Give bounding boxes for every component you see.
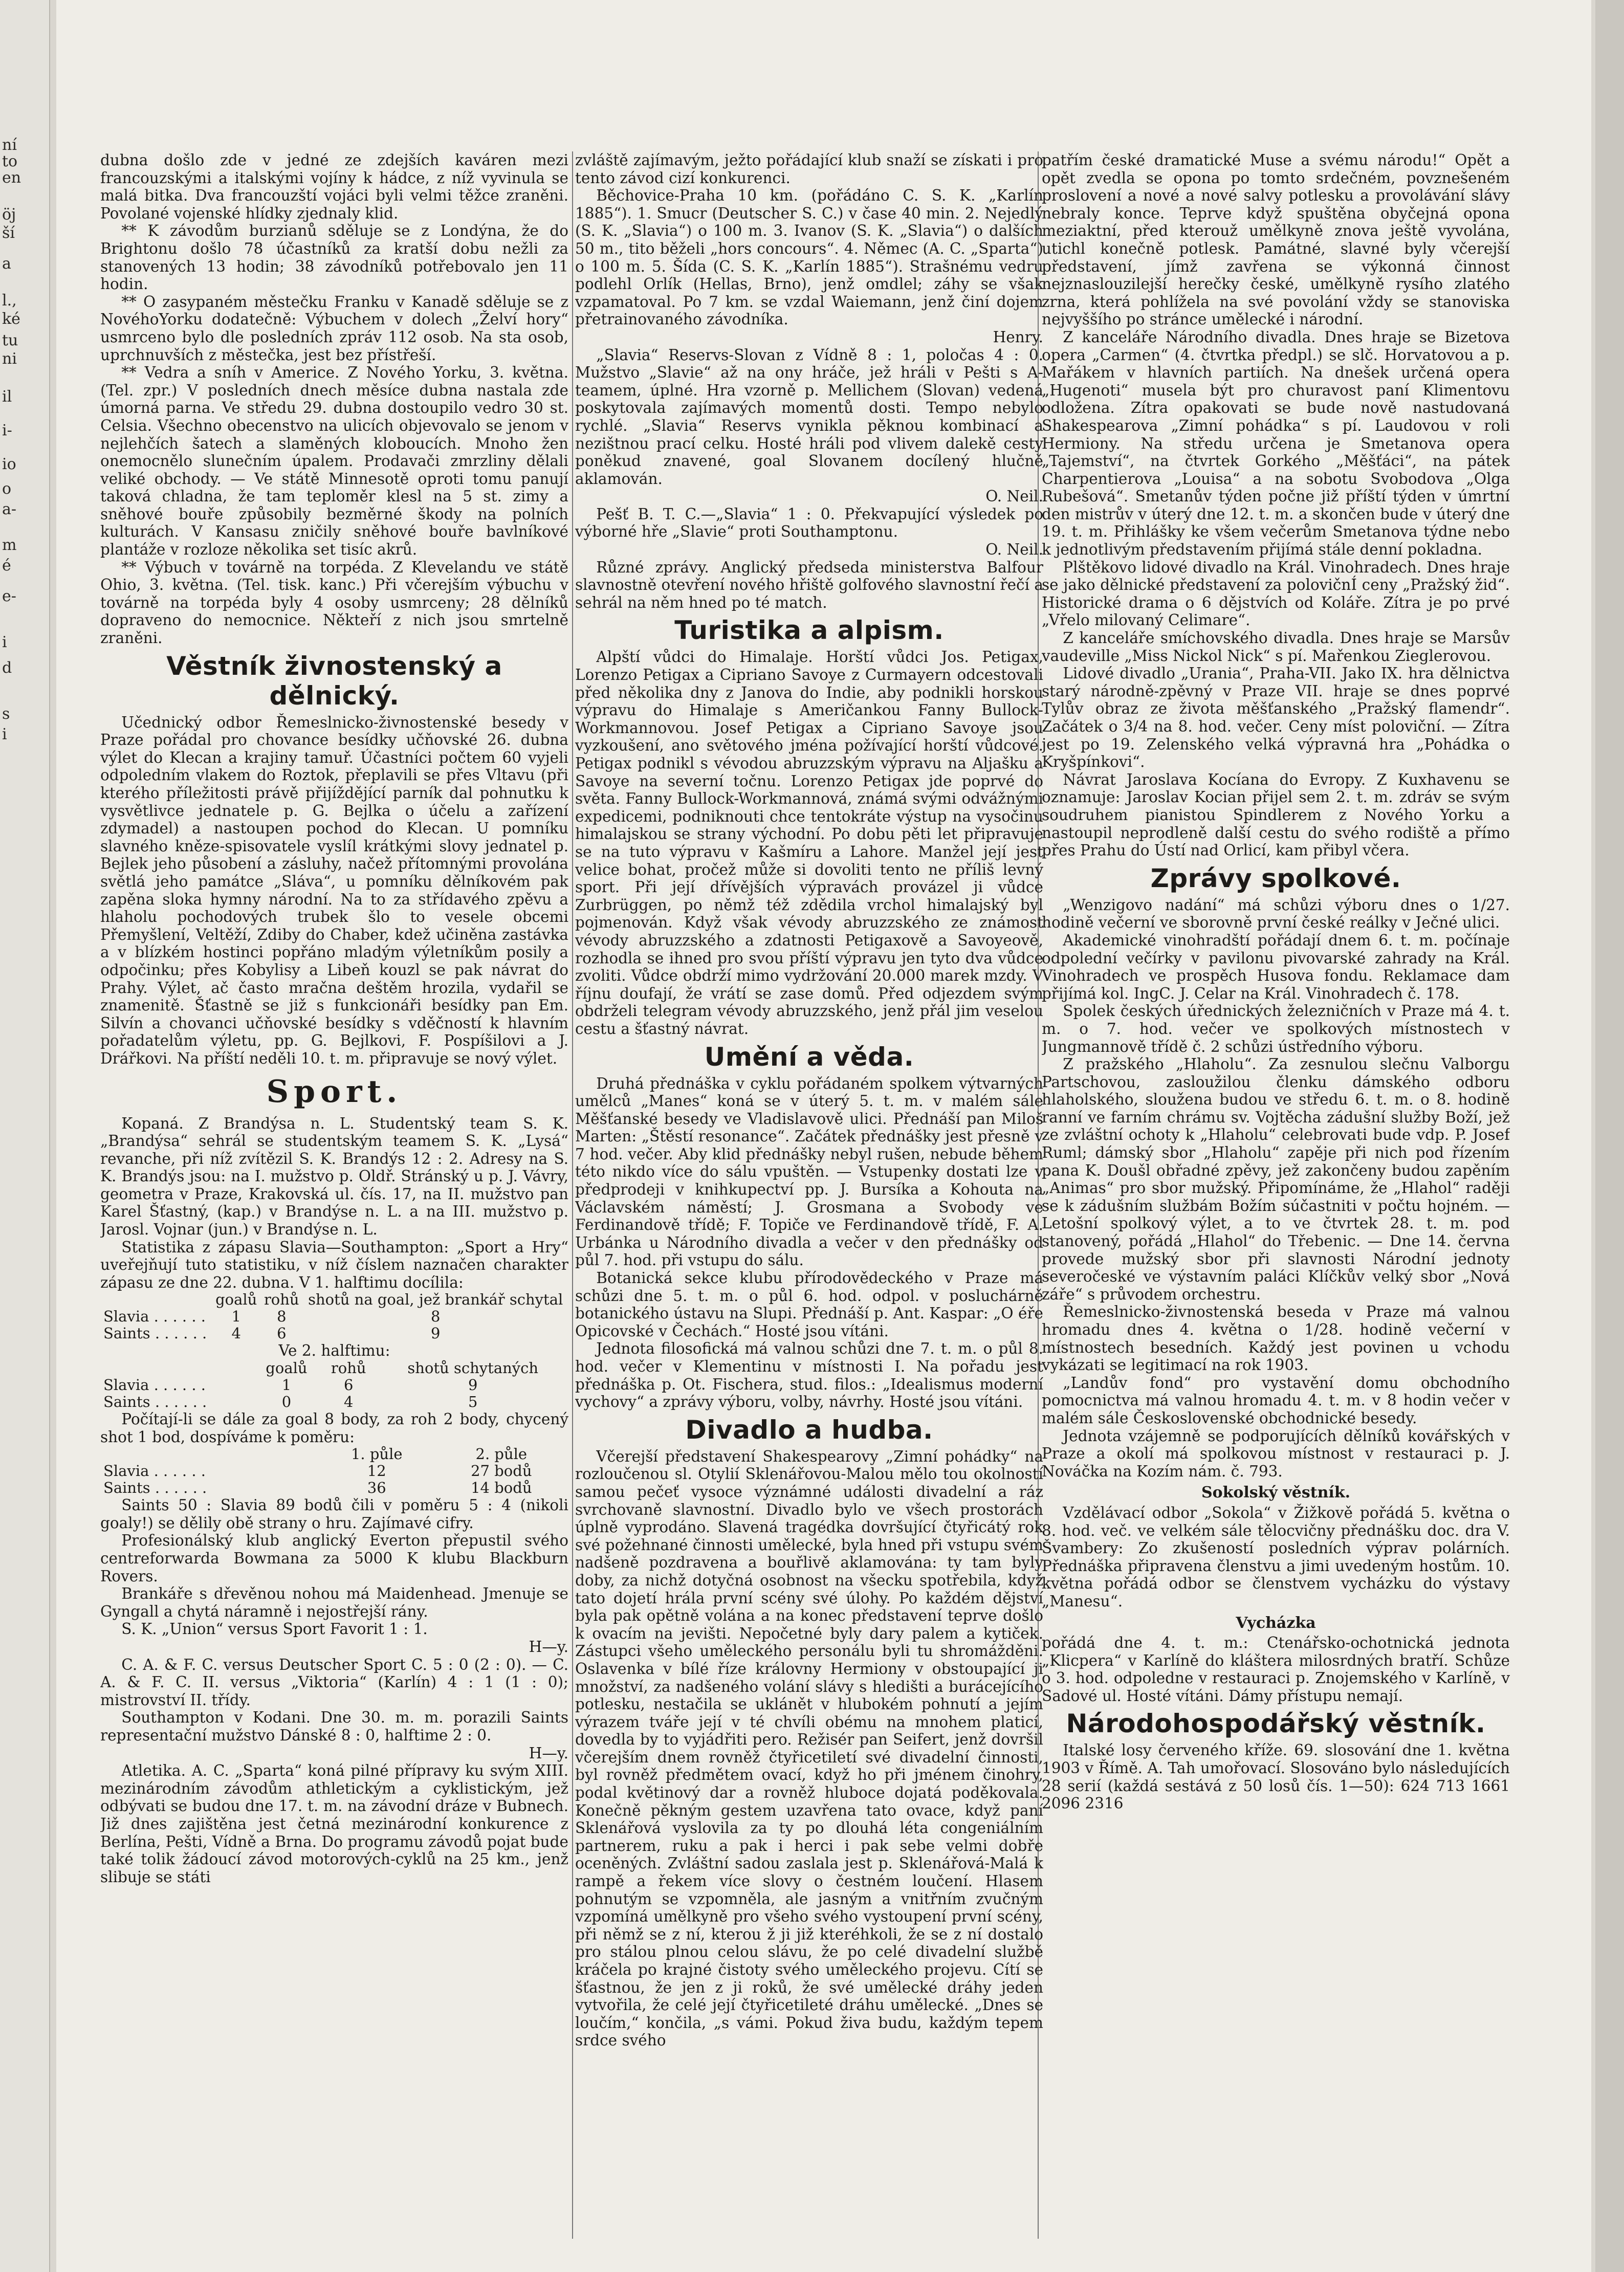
- section-heading-divadlo: Divadlo a hudba.: [685, 1415, 933, 1445]
- column-2: [575, 151, 1043, 2254]
- article-points-result: Saints 50 : Slavia 89 bodů čili v poměru 5 : 4 (nikoli goaly!) se dělily obě strany o hru. Zajímavé cifry.: [100, 1496, 568, 1532]
- margin-fragment: i: [2, 633, 7, 651]
- news-item-weather-america: ** Vedra a sníh v Americe. Z Nového Yorku, 3. května. (Tel. zpr.) V posledních dnech měsíce dubna nastala zde úmorná parna. Ve středu 29. dubna dostoupilo vedro 30 st. Celsia. Všechno obecenstvo na ulicích objevovalo se jenom v nejlehčích šatech a slaměných kloboucích. Mnoho žen onemocnělo slunečním úpalem. Prodavači zmrzliny dělali veliké obchody. — Ve státě Minnesotě oproti tomu panují taková chladna, že tam teploměr klesl na 5 st. zimy a sněhové bouře způsobily bezměrné škody na polních kulturách. V Kansasu zničily sněhové bouře bavlníkové plantáže v rozloze několika set tisíc akrů.: [100, 364, 568, 559]
- article-smichov-theatre: Z kanceláře smíchovského divadla. Dnes hraje se Marsův vaudeville „Miss Nickol Nick“ s pí. Mařenkou Zieglerovou.: [1042, 629, 1510, 665]
- article-athletics-sparta: Atletika. A. C. „Sparta“ koná pilné přípravy ku svým XIII. mezinárodním závodům athletickým a cyklistickým, jež odbývati se budou dne 17. t. m. na závodní dráze v Bubnech. Již dnes zajištěna jest četná mezinárodní konkurence z Berlína, Pešti, Vídně a Brna. Do programu závodů pojat bude také tolik žádoucí závod motorových-cyklů na 25 km., jenž slibuje se státi: [100, 1762, 568, 1886]
- margin-fragment: a: [2, 255, 11, 273]
- article-theatre-farewell: Včerejší představení Shakespearovy „Zimní pohádky“ na rozloučenou sl. Otylií Sklenářovou-Malou mělo tou okolností samou pečeť vysoce význámné události divadelní a ráz svrchovaně slavnostní. Divadlo bylo ve všech prostorách úplně vyprodáno. Slavená tragédka dovršující čtyřicátý rok své požehnané činnosti umělecké, byla hned při vstupu svém nadšeně pozdravena a bouřlivě aklamována: ty tam byly doby, za nichž dotyčná osobnost na všecku spotřebila, když tato dojetí hrála první scény své úlohy. Po každém dějství byla pak opětně volána a na konec představení teprve došlo k ovacím na jevišti. Nepočetné byly dary palem a kytiček. Zástupci všeho uměleckého personálu byli tu shromážděni. Oslavenka v bílé říze královny Hermiony v obstoupající ji množství, za nadšeného volání slávy s hledišti a burácejícího potlesku, nestačila se uklánět v hlubokém pohnutí a jejím výrazem tváře její v té chvíli obému na mnohem platicí, dovedla by to vyjádřiti pero. Režisér pan Seifert, jenž dovršil včerejším dnem rovněž čtyřicetiletí své divadelní činnosti, byl rovněž předmětem ovací, když ho při jménem činohry, podal květinový dar a rovněž hluboce dojatá poděkovala. Konečně pěkným gestem uzavřena tato ovace, když paní Sklenářová vyslovila za ty po dlouhá léta congeniálním partnerem, ruku a pak i herci i pak sebe velmi dobře oceněných. Zvláštní sadou zaslala jest p. Sklenářová-Malá k rampě a řekem více slovy o čestném loučení. Hlasem pohnutým se vzpomněla, ale jasným a vnitřním zvučným vzpomíná umělkyně pro všeho svého vystoupení první scény, při němž se z ní, kterou ž ji již kteréhkoli, že se z ní dostalo pro stálou plnou celou slávu, že po celé divadelní službě kráčela po krajné čistoty svého uměleckého projevu. Cítí se šťastnou, že jen z ji roků, že své umělecké dráhy jeden vytvořila, že celé její čtyřicetileté dráhu umělecké. „Dnes se loučím,“ končila, „s vámi. Pokud živa budu, každým tepem srdce svého: [575, 1447, 1043, 2049]
- table-cell: Saints . . . . . .: [103, 1325, 207, 1342]
- column-1: [100, 151, 568, 2254]
- table-header: goalů: [215, 1291, 257, 1309]
- article-railway-officials: Spolek českých úřednických železničních v Praze má 4. t. m. o 7. hod. večer ve spolkových místnostech v Jungmannově třídě č. 2 schůzi ústředního výboru.: [1042, 1002, 1510, 1055]
- article-vinohrady-academics: Akademické vinohradští pořádají dnem 6. t. m. počínaje odpolední večírky v pavilonu pivovarské zahrady na Král. Vinohradech ve prospěch Husova fondu. Reklamace dam přijímá kol. IngC. J. Celar na Král. Vinohradech č. 178.: [1042, 931, 1510, 1002]
- signature: H—y.: [529, 1744, 568, 1762]
- margin-fragment: tu: [2, 332, 18, 349]
- table-cell: Slavia . . . . . .: [103, 1308, 206, 1326]
- table-header: 2. půle: [475, 1445, 528, 1463]
- article-union-favorit: S. K. „Union“ versus Sport Favorit 1 : 1.: [121, 1620, 428, 1638]
- article-various-news: Různé zprávy. Anglický předseda ministerstva Balfour slavnostně otevření nového hřiště golfového slavnostní řečí a sehrál na něm hned po té match.: [575, 558, 1043, 611]
- margin-fragment: io: [2, 455, 16, 473]
- table-cell: 14 bodů: [471, 1479, 532, 1497]
- article-alpine-guides: Alpští vůdci do Himalaje. Horští vůdci Jos. Petigax, Lorenzo Petigax a Cipriano Savoye z Curmayern odcestovali před několika dny z Janova do Indie, aby podnikli horskou výpravu do Himalaje s Američankou Fanny Bullock-Workmannovou. Josef Petigax a Cipriano Savoye jsou vyzkoušení, ano světového jména požívající horští vůdcové. Petigax podnikl s vévodou abruzzským výpravu na Aljašku a Savoye na severní točnu. Lorenzo Petigax jde poprvé do světa. Fanny Bullock-Workmannová, známá svými odvážnými expedicemi, podniknouti chce tentokráte výstup na vysočinu himalajskou se strany východní. Po dobu pěti let připravuje se na tuto výpravu v Kašmíru a Lahore. Manžel její jest velice bohat, pročež může si dovoliti tento ne příliš levný sport. Při její dřívějších výpravách provázel ji vůdce Zurbrüggen, po němž též zdědila vrchol himalajský byl pojmenován. Když však vévody abruzzského ze známost vévody abruzzského a zdatnosti Petigaxově a Savoyeově, rozhodla se ihned pro svou příští výpravu jen tyto dva vůdce zvoliti. Vůdce obdrží mimo vydržování 20.000 marek mzdy. V říjnu doufají, že vrátí se zase domů. Před odjezdem svým obdrželi telegram vévody abruzzského, jenž přál jim veselou cestu a šťastný návrat.: [575, 648, 1043, 1038]
- margin-fragment: il: [2, 388, 12, 406]
- table-row: [100, 1377, 568, 1394]
- table-title: Ve 2. halftimu:: [278, 1342, 390, 1360]
- previous-page-margin: [0, 0, 50, 2272]
- table-cell: 5: [468, 1393, 478, 1411]
- section-heading-vychazka: Vycházka: [1236, 1614, 1316, 1632]
- article-southampton-copenhagen: Southampton v Kodani. Dne 30. m. m. porazili Saints representační mužstvo Dánské 8 : 0, halftime 2 : 0.: [100, 1709, 568, 1744]
- section-heading-turistika: Turistika a alpism.: [674, 615, 944, 646]
- table-cell: 8: [277, 1308, 287, 1326]
- table-header: goalů: [266, 1359, 308, 1377]
- news-paragraph: patřím české dramatické Muse a svému národu!“ Opět a opět zvedla se opona po tomto srdečném, povznešeném proslovení a nové a nové salvy potlesku a provolávání slávy nebraly konce. Teprve když spuštěna obyčejná opona meziaktní, před kterouž umělkyně znova ještě vyvolána, utichl konečně potlesk. Památné, slavné byly včerejší představení, jímž zavřena se výkonná činnost nejznaslouzilejší herečky české, umělkyně rysího zlatého zrna, která pohlížela na své povolání vždy se stanoviska nejvyššího po stránce umělecké i národní.: [1042, 151, 1510, 328]
- article-philosophical-union: Jednota filosofická má valnou schůzi dne 7. t. m. o půl 8. hod. večer v Klementinu v místnosti I. Na pořadu jest přednáška p. Ot. Fischera, stud. filos.: „Idealismus moderní vychovy“ a zprávy výboru, volby, návrhy. Hosté jsou vítáni.: [575, 1340, 1043, 1411]
- column-3: [1042, 151, 1510, 2254]
- table-header: [100, 1360, 253, 1377]
- news-paragraph: zvláště zajímavým, ježto pořádající klub snaží se získati i pro tento závod cizí konkurenci.: [575, 151, 1043, 187]
- margin-fragment: a-: [2, 500, 17, 518]
- article-pest-slavia: Pešť B. T. C.—„Slavia“ 1 : 0. Překvapující výsledek po výborné hře „Slavie“ proti Southamptonu.: [575, 505, 1043, 541]
- table-cell: Slavia . . . . . .: [103, 1376, 206, 1394]
- article-match-statistics: Statistika z zápasu Slavia—Southampton: „Sport a Hry“ uveřejňují tuto statistiku, v níž číslem naznačen charakter zápasu ze dne 22. dubna. V 1. halftimu docílila:: [100, 1238, 568, 1291]
- points-table: [100, 1446, 568, 1496]
- signature: O. Neil.: [985, 541, 1043, 559]
- article-maidenhead-goalkeeper: Brankáře s dřevěnou nohou má Maidenhead. Jmenuje se Gyngall a chytá náramně i nejostřejší rány.: [100, 1585, 568, 1620]
- article-apprentice-trip: Učednický odbor Řemeslnicko-živnostenské besedy v Praze pořádal pro chovance besídky učňovské 26. dubna výlet do Klecan a krajiny tamuř. Účastníci počtem 60 vyjeli odpoledním vlakem do Roztok, přeplavili se přes Vltavu (při kterého příležitosti právě přijíždějící parník dal pohnutku k vysvětlivce jednatele p. G. Bejlka o účelu a zařízení zdymadel) a nastoupen pochod do Klecan. U pomníku slavného kněze-spisovatele vyslíl krátkými slovy jednatel p. Bejlek jeho působení a zásluhy, načež přítomnými provolána světlá jeho památce „Sláva“, u pomníku dělníkovém pak zapěna sloka hymny národní. Na to za střídavého zpěvu a hlaholu pochodových trubek šlo to vesele obcemi Přemyšlení, Veltěží, Zdiby do Chaber, kdež učiněna zastávka a v blízkém hostinci popřáno mladým výletníkům posily a odpočinku; přes Kobylisy a Libeň kouzl se pak návrat do Prahy. Výlet, ač často mračna deštěm hrozila, vydařil se znamenitě. Šťastně se již s funkcionáři besídky pan Em. Silvín a chovanci učňovské besídky s vděčností k hlavním pořadatelům výletu, pp. G. Bejlkovi, F. Pospíšilovi a J. Drářkovi. Na příští neděli 10. t. m. připravuje se nový výlet.: [100, 713, 568, 1067]
- table-cell: 9: [430, 1325, 441, 1342]
- table-cell: 6: [344, 1376, 354, 1394]
- margin-fragment: l.,: [2, 292, 17, 310]
- table-cell: 9: [468, 1376, 478, 1394]
- margin-fragment: s: [2, 705, 10, 723]
- margin-fragment: m: [2, 536, 17, 554]
- table-row: [100, 1308, 568, 1325]
- section-heading-sokol: Sokolský věstník.: [1201, 1484, 1351, 1502]
- article-urania-theatre: Lidové divadlo „Urania“, Praha-VII. Jako IX. hra dělnictva starý národně-zpěvný v Praze VII. hraje se dnes poprvé Tylův obraz ze života měšťanského „Pražský flamendr“. Začátek o 3/4 na 8. hod. večer. Ceny míst poloviční. — Zítra jest po 19. Zelenského velká výpravná hra „Pohádka o Kryšpínkovi“.: [1042, 665, 1510, 771]
- table-cell: 1: [281, 1376, 292, 1394]
- article-slavia-slovan: „Slavia“ Reservs-Slovan z Vídně 8 : 1, poločas 4 : 0. Mužstvo „Slavie“ až na ony hráče, jež hráli v Pešti s A-teamem, úplné. Hra vzorně p. Mellichem (Slovan) vedená poskytovala zajímavých momentů dosti. Tempo nebylo rychlé. „Slavia“ Reservs vynikla pěknou kombinací a nezištnou prací celku. Hosté hráli pod vlivem dalekě cesty poněkud znavené, goal Slovanem docílený hlučně aklamován.: [575, 346, 1043, 488]
- news-paragraph: dubna došlo zde v jedné ze zdejších kaváren mezi francouzskými a italskými vojíny k hádce, z níž vyvinula se malá bitka. Dva francouzští vojáci byli velmi těžce zraněni. Povolané vojenské hlídky zjednaly klid.: [100, 151, 568, 222]
- article-red-cross-lottery: Italské losy červeného kříže. 69. slosování dne 1. května 1903 v Římě. A. Tah umořovací. Slosováno bylo následujících 28 serií (každá sestává z 50 losů čís. 1—50): 624 713 1661 2096 2316: [1042, 1741, 1510, 1813]
- section-heading-spolkove: Zprávy spolkové.: [1150, 863, 1401, 893]
- signature: H—y.: [529, 1638, 568, 1656]
- signature: Henry.: [993, 328, 1043, 346]
- stats-table-first-half: [100, 1291, 568, 1342]
- news-item-torpedo-explosion: ** Výbuch v továrně na torpéda. Z Klevelandu ve státě Ohio, 3. května. (Tel. tisk. kanc.) Při včerejším výbuchu v továrně na torpéda byly 4 osoby usmrceny; 28 dělníků dopraveno do nemocnice. Někteří z nich jsou smrtelně zraněni.: [100, 558, 568, 647]
- article-caf-results: C. A. & F. C. versus Deutscher Sport C. 5 : 0 (2 : 0). — C. A. & F. C. II. versus „Viktoria“ (Karlín) 4 : 1 (1 : 0); mistrovství II. třídy.: [100, 1656, 568, 1709]
- table-cell: 4: [231, 1325, 241, 1342]
- table-header: [100, 1446, 319, 1463]
- table-cell: Saints . . . . . .: [103, 1393, 207, 1411]
- signature: O. Neil.: [985, 488, 1043, 505]
- section-heading-umeni: Umění a věda.: [704, 1042, 914, 1072]
- margin-fragment: d: [2, 659, 12, 677]
- margin-fragment: ni: [2, 350, 17, 368]
- article-sokol-zizkov: Vzdělávací odbor „Sokola“ v Žižkově pořádá 5. května o 8. hod. več. ve velkém sále tělocvičny přednášku doc. dra V. Švambery: Zo zkušeností posledních výprav polárních. Přednáška připravena členstvu a jimi uvedeným hostům. 10. května pořádá odbor se členstvem vycházku do výstavy „Manesu“.: [1042, 1504, 1510, 1610]
- margin-fragment: ší: [2, 224, 15, 242]
- page-edge-shadow: [1595, 0, 1624, 2272]
- article-kocian-return: Návrat Jaroslava Kocíana do Evropy. Z Kuxhavenu se oznamuje: Jaroslav Kocian přijel sem 2. t. m. zdráv se svým soudruhem pianistou Spindlerem z Nového Yorku a nastoupil neprodleně další cestu do svého rodiště a přímo přes Prahu do Ústí nad Orlicí, kam přibyl včera.: [1042, 770, 1510, 859]
- table-cell: 1: [231, 1308, 241, 1326]
- table-cell: Slavia . . . . . .: [103, 1462, 206, 1480]
- article-pistek-theatre: Plštěkovo lidové divadlo na Král. Vinohradech. Dnes hraje se jako dělnické představení za polovičnÍ ceny „Pražský žid“. Historické drama o 6 dějstvích od Koláře. Zítra je po prvé „Vřelo milovaný Celimare“.: [1042, 558, 1510, 629]
- margin-fragment: ní: [2, 136, 17, 154]
- margin-fragment: ké: [2, 310, 20, 328]
- article-national-theatre: Z kanceláře Národního divadla. Dnes hraje se Bizetova opera „Carmen“ (4. čtvrtka předpl.) se slč. Horvatovou a p. Mařákem v hlavních partiích. Na dnešek určená opera „Hugenoti“ musela být pro churavost paní Klimentovu odložena. Zítra opakovati se bude nově nastudovaná Shakespearova „Zimní pohádka“ s pí. Laudovou v roli Hermiony. Na středu určena je Smetanova opera „Tajemství“, na čtvrtek Gorkého „Měšťáci“, na pátek Charpentierova „Louisa“ a na sobotu Svobodova „Olga Rubešová“. Smetanův týden počne již příští týden v úmrtní den mistrův v úterý dne 12. t. m. a skončen bude v úterý dne 19. t. m. Přihlášky ke všem večerům Smetanova týdne nebo k jednotlivým představením přijímá stále denní pokladna.: [1042, 328, 1510, 559]
- margin-fragment: to: [2, 152, 18, 170]
- column-rule: [572, 151, 573, 2239]
- news-item-frank-canada: ** O zasypaném městečku Franku v Kanadě sděluje se z NovéhoYorku dodatečně: Výbuchem v dolech „Želví hory“ usmrceno bylo dle posledních zpráv 112 osob. Na sta osob, uprchnuvších z městečka, jest bez přístřeší.: [100, 293, 568, 364]
- article-bechovice-race: Běchovice-Praha 10 km. (pořádáno C. S. K. „Karlín 1885“). 1. Smucr (Deutscher S. C.) v čase 40 min. 2. Nejedlý (S. K. „Slavia“) o 100 m. 3. Ivanov (S. K. „Slavia“) o dalších 50 m., tito běželi „hors concours“. 4. Němec (A. C. „Sparta“) o 100 m. 5. Šída (C. S. K. „Karlín 1885“). Strašnému vedru podlehl Orlík (Hellas, Brno), jenž omdlel; záhy se však vzpamatoval. Po 7 km. se vzdal Waiemann, jenž činí dojem přetrainovaného závodníka.: [575, 187, 1043, 328]
- margin-fragment: i-: [2, 422, 12, 439]
- table-header: rohů: [264, 1291, 299, 1309]
- article-klicpera-walk: pořádá dne 4. t. m.: Ctenářsko-ochotnická jednota „Klicpera“ v Karlíně do kláštera milosrdných bratří. Schůze o 3. hod. odpoledne v restauraci p. Znojemského v Karlíně, v Sadové ul. Hosté vítáni. Dámy přístupu nemají.: [1042, 1634, 1510, 1705]
- margin-fragment: e-: [2, 587, 16, 605]
- news-item-london-race: ** K závodům burzianů sděluje se z Londýna, že do Brightonu došlo 78 účastníků za kratší dobu nežli za stanovených 13 hodin; 38 závodníků potřebovalo jen 11 hodin.: [100, 222, 568, 293]
- article-everton: Profesionálský klub anglický Everton přepustil svého centreforwarda Bowmana za 5000 K klubu Blackburn Rovers.: [100, 1532, 568, 1585]
- table-header: [100, 1291, 212, 1308]
- article-landuv-fond: „Landův fond“ pro vystavění domu obchodního pomocnictva má valnou hromadu 4. t. m. v 8 hodin večer v malém sále Československé obchodnické besedy.: [1042, 1374, 1510, 1427]
- table-row: [100, 1325, 568, 1342]
- margin-fragment: en: [2, 169, 21, 187]
- margin-fragment: i: [2, 725, 7, 743]
- table-cell: 27 bodů: [471, 1462, 532, 1480]
- article-football-brandys: Kopaná. Z Brandýsa n. L. Studentský team S. K. „Brandýsa“ sehrál se studentským teamem S. K. „Lysá“ revanche, při níž zvítězil S. K. Brandýs 12 : 2. Adresy na S. K. Brandýs jsou: na I. mužstvo p. Oldř. Stránský u p. J. Vávry, geometra v Praze, Krakovská ul. čís. 17, na II. mužstvo pan Karel Šťastný, (kap.) v Brandýse n. L. a na III. mužstvo p. Jarosl. Vojnar (jun.) v Brandýse n. L.: [100, 1114, 568, 1239]
- article-blacksmiths-union: Jednota vzájemně se podporujících dělníků kovářských v Praze a okolí má spolkovou místnost v restauraci p. J. Nováčka na Kozím nám. č. 793.: [1042, 1427, 1510, 1480]
- article-botanical-section: Botanická sekce klubu přírodovědeckého v Praze má schůzi dne 5. t. m. o půl 6. hod. odpol. v posluchárně botanického ústavu na Slupi. Přednáší p. Ant. Kaspar: „O éře Opicovské v Čechách.“ Hosté jsou vítáni.: [575, 1269, 1043, 1340]
- article-wenzig: „Wenzigovo nadání“ má schůzi výboru dnes o 1/27. hodině večerní ve sborovně první české reálky v Ječné ulici.: [1042, 896, 1510, 932]
- table-cell: 36: [367, 1479, 386, 1497]
- section-heading-narodohosp: Národohospodářský věstník.: [1066, 1709, 1486, 1739]
- article-manes-lecture: Druhá přednáška v cyklu pořádaném spolkem výtvarných umělců „Manes“ koná se v úterý 5. t. m. v malém sále Měšťanské besedy ve Vladislavově ulici. Přednáší pan Miloš Marten: „Štěstí resonance“. Začátek přednášky jest přesně v 7 hod. večer. Aby klid přednášky nebyl rušen, nebude během této nikdo více do sálu vpuštěn. — Vstupenky dostati lze v předprodeji v knihkupectví pp. J. Bursíka a Kohouta na Václavském náměstí; J. Grosmana a Svobody ve Ferdinandově třídě; F. Topiče ve Ferdinandově třídě, F. A. Urbánka u Národního divadla a večer v den přednášky od půl 7. hod. při vstupu do sálu.: [575, 1074, 1043, 1269]
- section-heading-sport: Sport.: [266, 1073, 403, 1110]
- article-craftsmen-beseda: Řemeslnicko-živnostenská beseda v Praze má valnou hromadu dnes 4. května o 1/28. hodině večerní v místnostech besedních. Každý jest povinen u vchodu vykázati se legitimací na rok 1903.: [1042, 1303, 1510, 1374]
- table-cell: Saints . . . . . .: [103, 1479, 207, 1497]
- table-row: [100, 1463, 568, 1480]
- section-heading-vestnik: Věstník živnostenský a dělnický.: [166, 651, 502, 711]
- table-row: [100, 1480, 568, 1496]
- table-header: shotů schytaných: [407, 1359, 539, 1377]
- margin-fragment: öj: [2, 206, 16, 224]
- table-header: 1. půle: [350, 1445, 403, 1463]
- stats-table-second-half: [100, 1360, 568, 1410]
- table-header: shotů na goal, jež brankář schytal: [308, 1291, 563, 1309]
- table-cell: 4: [344, 1393, 354, 1411]
- table-cell: 12: [367, 1462, 386, 1480]
- margin-fragment: é: [2, 557, 11, 575]
- table-cell: 8: [430, 1308, 441, 1326]
- table-cell: 0: [281, 1393, 292, 1411]
- table-cell: 6: [277, 1325, 287, 1342]
- table-row: [100, 1394, 568, 1410]
- article-hlahol: Z pražského „Hlaholu“. Za zesnulou slečnu Valborgu Partschovou, zasloužilou členku dámského odboru hlaholského, sloužena budou ve středu 6. t. m. o 8. hodině ranní ve farním chrámu sv. Vojtěcha zádušní služby Boží, jež ze zvláštní ochoty k „Hlaholu“ celebrovati bude vdp. P. Josef Ruml; dámský sbor „Hlaholu“ zapěje při nich pod řízením pana K. Doušl obřadné zpěvy, jež zakončeny budou zapěním „Animas“ pro sbor mužský. Připomínáme, že „Hlahol“ raději se k zádušním službám Božím súčastniti v počtu hojném. — Letošní spolkový výlet, a to ve čtvrtek 28. t. m. pod stanovený, pořádá „Hlahol“ do Třebenic. — Dne 14. června provede mužský sbor při slavnosti Národní jednoty severočeské ve výstavním paláci Klíčkův velký sbor „Nová záře“ s průvodem orchestru.: [1042, 1055, 1510, 1303]
- article-points-explanation: Počítají-li se dále za goal 8 body, za roh 2 body, chycený shot 1 bod, dospíváme k poměru:: [100, 1410, 568, 1446]
- table-header: rohů: [331, 1359, 366, 1377]
- margin-fragment: o: [2, 480, 12, 498]
